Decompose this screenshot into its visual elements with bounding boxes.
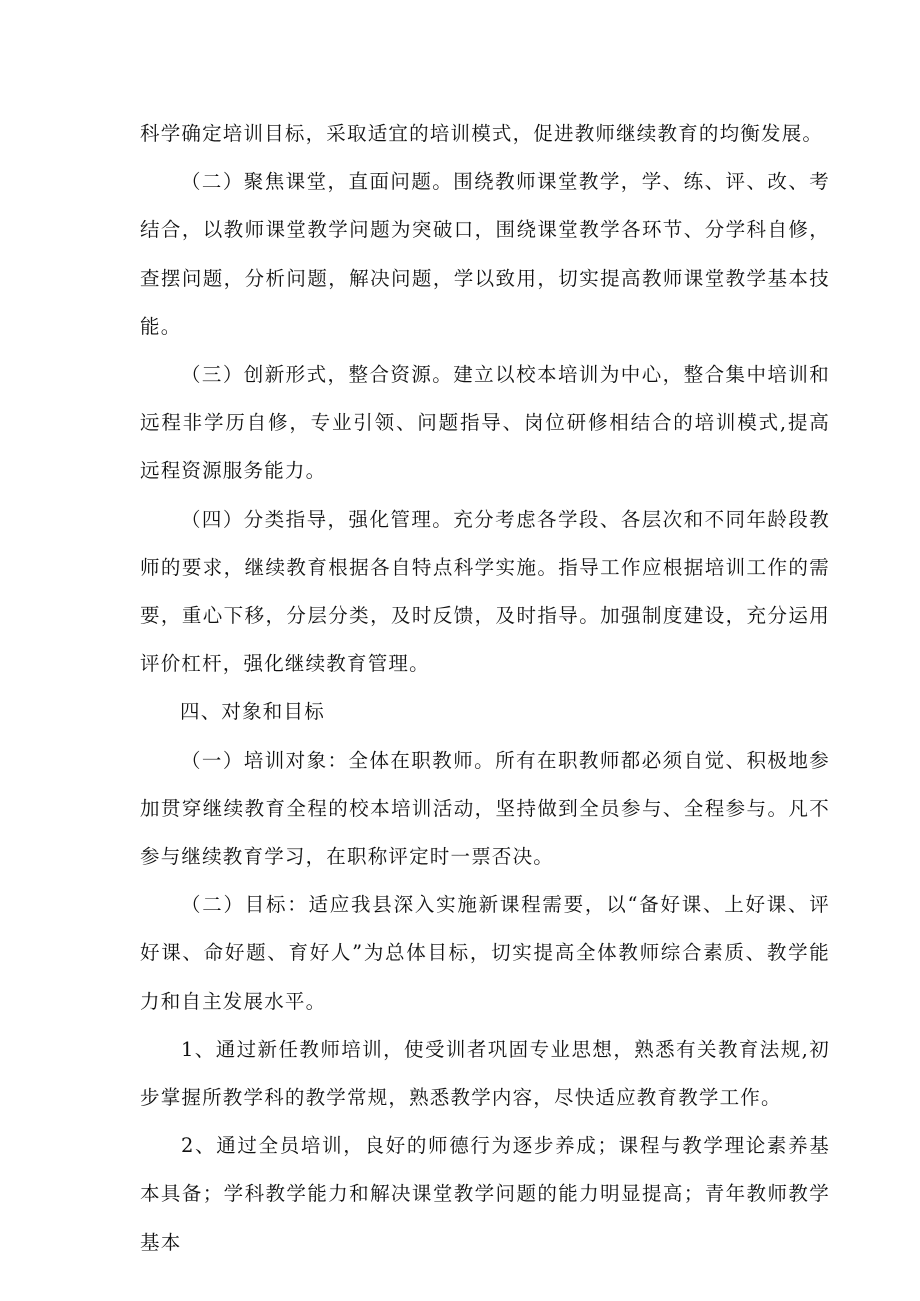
paragraph-continued: 科学确定培训目标，采取适宜的培训模式，促进教师继续教育的均衡发展。 [140, 122, 824, 145]
paragraph-goal-1: 1、通过新任教师培训，使受训者巩固专业思想，熟悉有关教育法规,初步掌握所教学科的教学常规，熟悉教学内容，尽快适应教育教学工作。 [140, 1037, 830, 1110]
paragraph-target-1: （一）培训对象：全体在职教师。所有在职教师都必须自觉、积极地参加贯穿继续教育全程的校本培训活动，坚持做到全员参与、全程参与。凡不参与继续教育学习，在职称评定时一票否决。 [140, 748, 830, 869]
paragraph-goal-2: 2、通过全员培训，良好的师德行为逐步养成；课程与教学理论素养基本具备；学科教学能力和解决课堂教学问题的能力明显提高；青年教师教学基本 [140, 1134, 830, 1254]
section-heading: 四、对象和目标 [180, 700, 325, 724]
paragraph-principle-3: （三）创新形式，整合资源。建立以校本培训为中心，整合集中培训和远程非学历自修，专业引领、问题指导、岗位研修相结合的培训模式,提高远程资源服务能力。 [140, 363, 830, 483]
paragraph-principle-4: （四）分类指导，强化管理。充分考虑各学段、各层次和不同年龄段教师的要求，继续教育根据各自特点科学实施。指导工作应根据培训工作的需要，重心下移，分层分类，及时反馈，及时指导。加强制度建设，充分运用评价杠杆，强化继续教育管理。 [140, 507, 830, 676]
paragraph-principle-2: （二）聚焦课堂，直面问题。围绕教师课堂教学，学、练、评、改、考结合，以教师课堂教学问题为突破口，围绕课堂教学各环节、分学科自修，查摆问题，分析问题，解决问题，学以致用，切实提高教师课堂教学基本技能。 [140, 170, 830, 338]
body-text [140, 110, 830, 1267]
paragraph-target-2: （二）目标：适应我县深入实施新课程需要，以“备好课、上好课、评好课、命好题、育好人”为总体目标，切实提高全体教师综合素质、教学能力和自主发展水平。 [140, 893, 830, 1013]
